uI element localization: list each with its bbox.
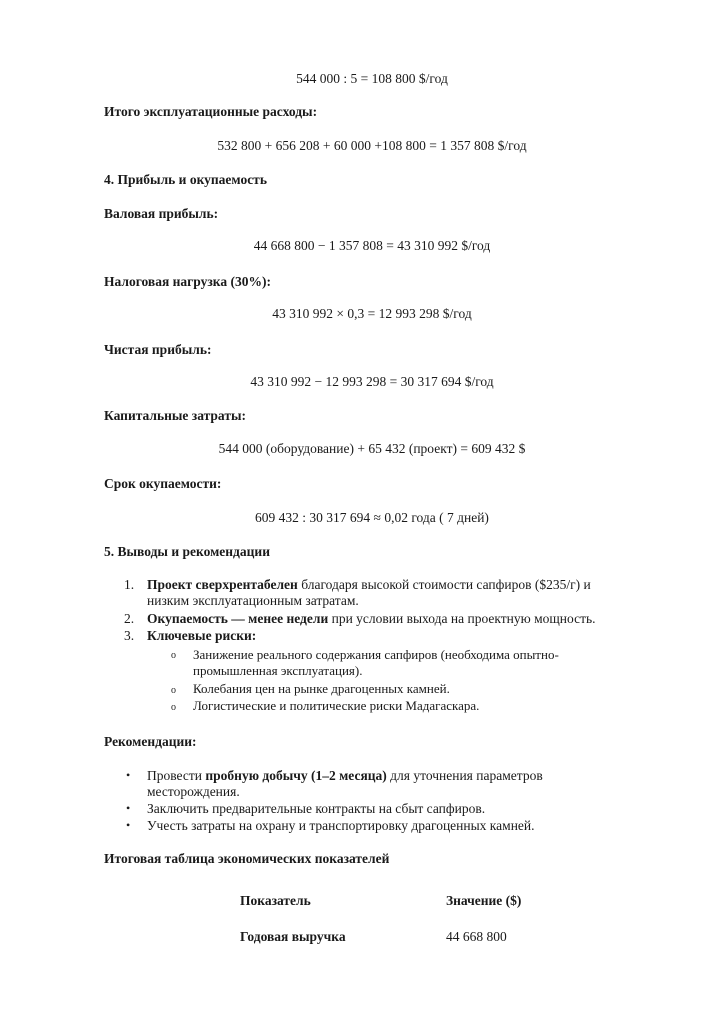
heading-opex-total: Итого эксплуатационные расходы: (104, 104, 318, 119)
risk-item-1-line2: промышленная эксплуатация). (193, 663, 363, 678)
heading-payback: Срок окупаемости: (104, 476, 222, 491)
recommendation-item-1 (147, 768, 543, 784)
recommendation-item-1-post: для уточнения параметров (386, 768, 543, 783)
section-4-title: 4. Прибыль и окупаемость (104, 172, 267, 187)
circle-bullet-icon: o (171, 650, 176, 661)
table-cell-value: 44 668 800 (446, 929, 507, 944)
equation-tax: 43 310 992 × 0,3 = 12 993 298 $/год (272, 306, 472, 321)
risk-item-1: Занижение реального содержания сапфиров (необходима опытно- (193, 647, 559, 662)
section-5-title: 5. Выводы и рекомендации (104, 544, 270, 559)
heading-net-profit: Чистая прибыль: (104, 342, 212, 357)
recommendation-item-1-bold: пробную добычу (1–2 месяца) (205, 768, 387, 783)
table-header-indicator: Показатель (240, 893, 311, 908)
conclusion-item-2-text: при условии выхода на проектную мощность. (328, 611, 596, 626)
table-cell-indicator: Годовая выручка (240, 929, 346, 944)
heading-tax: Налоговая нагрузка (30%): (104, 274, 271, 289)
bullet-icon: • (126, 818, 131, 832)
heading-summary-table: Итоговая таблица экономических показателей (104, 851, 390, 866)
risk-item-2: Колебания цен на рынке драгоценных камней. (193, 681, 450, 696)
table-header-value: Значение ($) (446, 893, 522, 908)
conclusion-item-1 (147, 577, 591, 593)
equation-depreciation: 544 000 : 5 = 108 800 $/год (296, 71, 448, 86)
circle-bullet-icon: o (171, 702, 176, 713)
bullet-icon: • (126, 768, 131, 782)
equation-capex: 544 000 (оборудование) + 65 432 (проект) = 609 432 $ (218, 441, 526, 456)
recommendation-item-2: Заключить предварительные контракты на сбыт сапфиров. (147, 801, 486, 816)
conclusion-item-2 (147, 611, 596, 627)
conclusion-item-1-bold: Проект сверхрентабелен (147, 577, 298, 592)
bullet-icon: • (126, 801, 131, 815)
risk-item-3: Логистические и политические риски Мадагаскара. (193, 698, 480, 713)
conclusion-item-1-line2: низким эксплуатационным затратам. (147, 593, 359, 608)
equation-net-profit: 43 310 992 − 12 993 298 = 30 317 694 $/год (250, 374, 494, 389)
conclusion-item-1-text: благодаря высокой стоимости сапфиров ($235/г) и (297, 577, 591, 592)
list-number: 2. (124, 611, 135, 626)
list-number: 3. (124, 628, 135, 643)
circle-bullet-icon: o (171, 685, 176, 696)
heading-recommendations: Рекомендации: (104, 734, 197, 749)
equation-gross-profit: 44 668 800 − 1 357 808 = 43 310 992 $/год (253, 238, 491, 253)
conclusion-item-3-bold: Ключевые риски: (147, 628, 257, 643)
conclusion-item-2-bold: Окупаемость — менее недели (147, 611, 329, 626)
list-number: 1. (124, 577, 135, 592)
equation-opex-total: 532 800 + 656 208 + 60 000 +108 800 = 1 357 808 $/год (217, 138, 527, 153)
heading-capex: Капитальные затраты: (104, 408, 247, 423)
recommendation-item-1-pre: Провести (147, 768, 206, 783)
equation-payback: 609 432 : 30 317 694 ≈ 0,02 года ( 7 дней) (255, 510, 489, 525)
recommendation-item-1-line2: месторождения. (147, 784, 240, 799)
heading-gross-profit: Валовая прибыль: (104, 206, 219, 221)
recommendation-item-3: Учесть затраты на охрану и транспортировку драгоценных камней. (147, 818, 535, 833)
